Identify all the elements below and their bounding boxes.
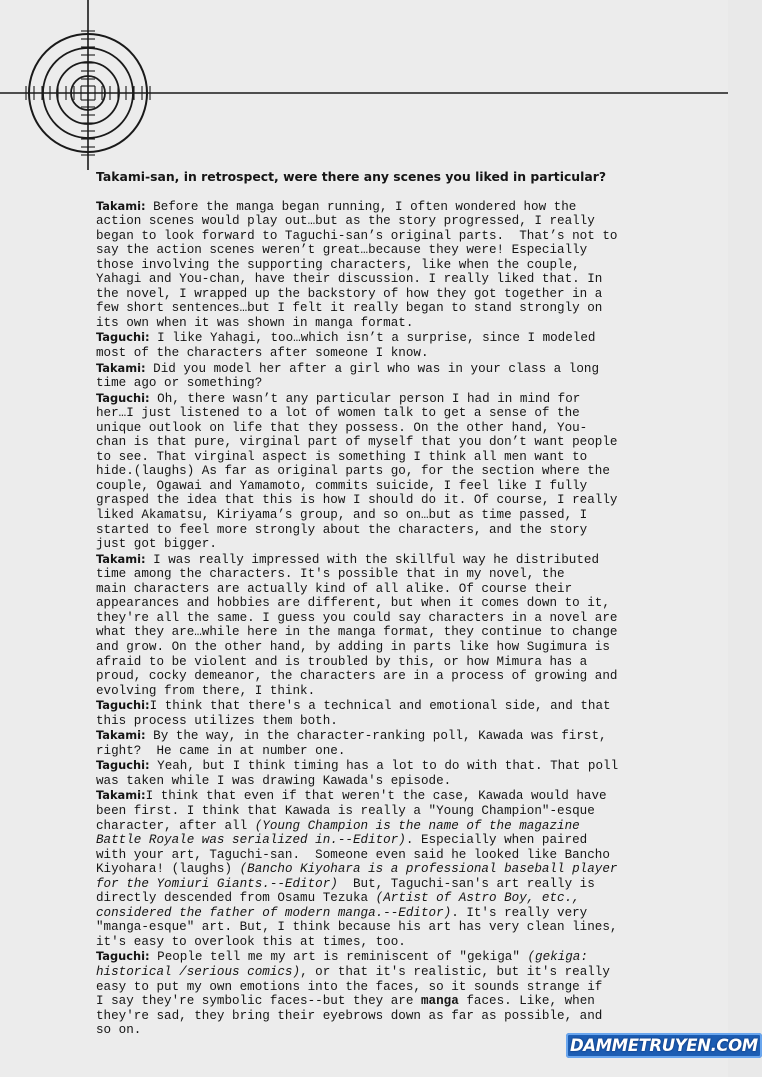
editor-note: (gekiga: [527, 950, 588, 965]
text-segment: "manga-esque" art. But, I think because his art has very clean lines, [96, 920, 618, 935]
text-line [96, 640, 696, 655]
text-line [96, 214, 696, 229]
editor-note: (Artist of Astro Boy, etc., [375, 891, 580, 906]
text-segment: couple, Ogawai and Yamamoto, commits suicide, I feel like I fully [96, 478, 588, 493]
text-line [96, 744, 696, 759]
text-line [96, 508, 696, 523]
text-segment: with your art, Taguchi-san. Someone even said he looked like Bancho [96, 847, 610, 862]
text-line [96, 728, 696, 744]
text-segment: its own when it was shown in manga format. [96, 315, 414, 330]
speaker-name: Taguchi: [96, 390, 150, 405]
text-segment: I think that there's a technical and emotional side, and that [149, 699, 611, 714]
text-segment: . Especially when paired [405, 833, 588, 848]
text-segment: her…I just listened to a lot of women talk to get a sense of the [96, 406, 580, 421]
speaker-name: Takami: [96, 728, 146, 743]
text-segment: directly descended from Osamu Tezuka [96, 891, 376, 906]
text-line [96, 920, 696, 935]
text-segment: I like Yahagi, too…which isn’t a surprise, since I modeled [149, 331, 596, 346]
editor-note: for the Yomiuri Giants.--Editor) [96, 876, 338, 891]
speaker-name: Taguchi: [96, 758, 150, 773]
interview-answers [96, 199, 696, 1038]
text-line [96, 611, 696, 626]
text-line [96, 949, 696, 965]
text-line [96, 788, 696, 804]
text-line [96, 774, 696, 789]
text-line [96, 464, 696, 479]
text-segment: say the action scenes weren’t great…because they were! Especially [96, 243, 588, 258]
text-segment: I was really impressed with the skillful way he distributed [145, 552, 600, 567]
text-segment: Kiyohara! (laughs) [96, 862, 240, 877]
text-line [96, 406, 696, 421]
answer-paragraph [96, 330, 696, 360]
interview-text [96, 170, 696, 1038]
text-segment: Did you model her after a girl who was in your class a long [145, 361, 600, 376]
text-segment: they're all the same. I guess you could say characters in a novel are [96, 610, 618, 625]
text-segment: afraid to be violent and is troubled by this, or how Mimura has a [96, 654, 588, 669]
text-segment: time among the characters. It's possible that in my novel, the [96, 567, 565, 582]
text-segment: hide.(laughs) As far as original parts go, for the section where the [96, 464, 610, 479]
text-segment: Oh, there wasn’t any particular person I had in mind for [149, 391, 581, 406]
text-segment: faces. Like, when [458, 994, 595, 1009]
text-line [96, 346, 696, 361]
text-segment: , or that it's realistic, but it's really [300, 964, 610, 979]
text-segment: it's easy to overlook this at times, too. [96, 934, 406, 949]
speaker-name: Takami: [96, 198, 146, 213]
text-line [96, 862, 696, 877]
answer-paragraph [96, 758, 696, 788]
text-segment: People tell me my art is reminiscent of "gekiga" [149, 950, 528, 965]
text-segment: Yeah, but I think timing has a lot to do with that. That poll [149, 759, 619, 774]
text-segment: started to feel more strongly about the characters, and the story [96, 522, 588, 537]
text-line [96, 819, 696, 834]
crosshair-target-icon [0, 0, 728, 170]
watermark-logo: DAMMETRUYEN.COM [566, 1033, 762, 1058]
text-segment: they're sad, they bring their eyebrows down as far as possible, and [96, 1008, 603, 1023]
text-line [96, 980, 696, 995]
text-line [96, 330, 696, 346]
text-line [96, 229, 696, 244]
text-segment: By the way, in the character-ranking poll, Kawada was first, [145, 729, 607, 744]
text-line [96, 891, 696, 906]
speaker-name: Taguchi: [96, 330, 150, 345]
text-segment: I think that even if that weren't the case, Kawada would have [145, 789, 607, 804]
text-segment: few short sentences…but I felt it really began to stand strongly on [96, 301, 603, 316]
text-segment: right? He came in at number one. [96, 743, 346, 758]
text-line [96, 552, 696, 568]
text-line [96, 877, 696, 892]
text-line [96, 848, 696, 863]
answer-paragraph [96, 361, 696, 391]
text-line [96, 493, 696, 508]
text-segment: evolving from there, I think. [96, 683, 316, 698]
answer-paragraph [96, 949, 696, 1037]
interview-question: Takami-san, in retrospect, were there any scenes you liked in particular? [96, 169, 607, 184]
text-line [96, 1009, 696, 1024]
text-line [96, 596, 696, 611]
speaker-name: Taguchi: [96, 949, 150, 964]
text-line [96, 935, 696, 950]
text-segment: and grow. On the other hand, by adding in parts like how Sugimura is [96, 639, 610, 654]
text-segment: liked Akamatsu, Kiriyama’s group, and so on…but as time passed, I [96, 508, 588, 523]
editor-note: historical /serious comics) [96, 964, 301, 979]
text-line [96, 523, 696, 538]
text-segment: chan is that pure, virginal part of myself that you don’t want people [96, 435, 618, 450]
text-line [96, 479, 696, 494]
text-segment: the novel, I wrapped up the backstory of how they got together in a [96, 286, 603, 301]
text-segment: most of the characters after someone I know. [96, 346, 429, 361]
text-segment: time ago or something? [96, 376, 263, 391]
text-segment: manga [420, 994, 459, 1009]
text-segment: Yahagi and You-chan, have their discussion. I really liked that. In [96, 272, 603, 287]
speaker-name: Takami: [96, 360, 146, 375]
text-segment: so on. [96, 1023, 142, 1038]
text-segment: unique outlook on life that they possess. On the other hand, You- [96, 420, 588, 435]
text-line [96, 537, 696, 552]
text-line [96, 804, 696, 819]
text-line [96, 272, 696, 287]
text-line [96, 625, 696, 640]
text-line [96, 391, 696, 407]
text-segment: proud, cocky demeanor, the characters are in a process of growing and [96, 669, 618, 684]
text-line [96, 582, 696, 597]
speaker-name: Takami: [96, 551, 146, 566]
speaker-name: Takami: [96, 788, 146, 803]
text-segment: was taken while I was drawing Kawada's episode. [96, 773, 452, 788]
text-line [96, 833, 696, 848]
editor-note: considered the father of modern manga.--Editor) [96, 905, 452, 920]
text-segment: began to look forward to Taguchi-san’s original parts. That’s not to [96, 228, 618, 243]
answer-paragraph [96, 199, 696, 331]
text-segment: main characters are actually kind of all alike. Of course their [96, 581, 573, 596]
answer-paragraph [96, 698, 696, 728]
text-line [96, 655, 696, 670]
text-segment: I say they're symbolic faces--but they are [96, 994, 421, 1009]
text-line [96, 567, 696, 582]
editor-note: (Bancho Kiyohara is a professional baseball player [239, 862, 618, 877]
text-segment: what they are…while here in the manga format, they continue to change [96, 625, 618, 640]
text-line [96, 758, 696, 774]
text-line [96, 199, 696, 215]
text-line [96, 316, 696, 331]
text-segment: appearances and hobbies are different, but when it comes down to it, [96, 596, 610, 611]
text-segment: Before the manga began running, I often wondered how the [145, 199, 577, 214]
answer-paragraph [96, 552, 696, 698]
text-line [96, 965, 696, 980]
text-line [96, 714, 696, 729]
text-line [96, 684, 696, 699]
text-segment: this process utilizes them both. [96, 713, 338, 728]
text-segment: been first. I think that Kawada is really a "Young Champion"-esque [96, 803, 595, 818]
text-line [96, 906, 696, 921]
text-line [96, 287, 696, 302]
text-line [96, 258, 696, 273]
text-line [96, 243, 696, 258]
text-segment: just got bigger. [96, 537, 217, 552]
speaker-name: Taguchi: [96, 698, 150, 713]
text-line [96, 376, 696, 391]
editor-note: (Young Champion is the name of the magazine [254, 818, 580, 833]
text-line [96, 361, 696, 377]
text-segment: grasped the idea that this is how I should do it. Of course, I really [96, 493, 618, 508]
answer-paragraph [96, 788, 696, 949]
editor-note: Battle Royale was serialized in.--Editor) [96, 833, 406, 848]
text-segment: . It's really very [451, 905, 588, 920]
text-line [96, 994, 696, 1009]
text-line [96, 450, 696, 465]
text-segment: to see. That virginal aspect is something I think all men want to [96, 449, 588, 464]
text-line [96, 698, 696, 714]
answer-paragraph [96, 391, 696, 552]
text-segment: action scenes would play out…but as the story progressed, I really [96, 214, 595, 229]
text-segment: those involving the supporting characters, like when the couple, [96, 257, 580, 272]
text-segment: But, Taguchi-san's art really is [337, 876, 595, 891]
text-line [96, 421, 696, 436]
text-line [96, 669, 696, 684]
text-line [96, 435, 696, 450]
text-line [96, 301, 696, 316]
text-segment: character, after all [96, 818, 255, 833]
answer-paragraph [96, 728, 696, 758]
text-segment: easy to put my own emotions into the faces, so it sounds strange if [96, 979, 603, 994]
